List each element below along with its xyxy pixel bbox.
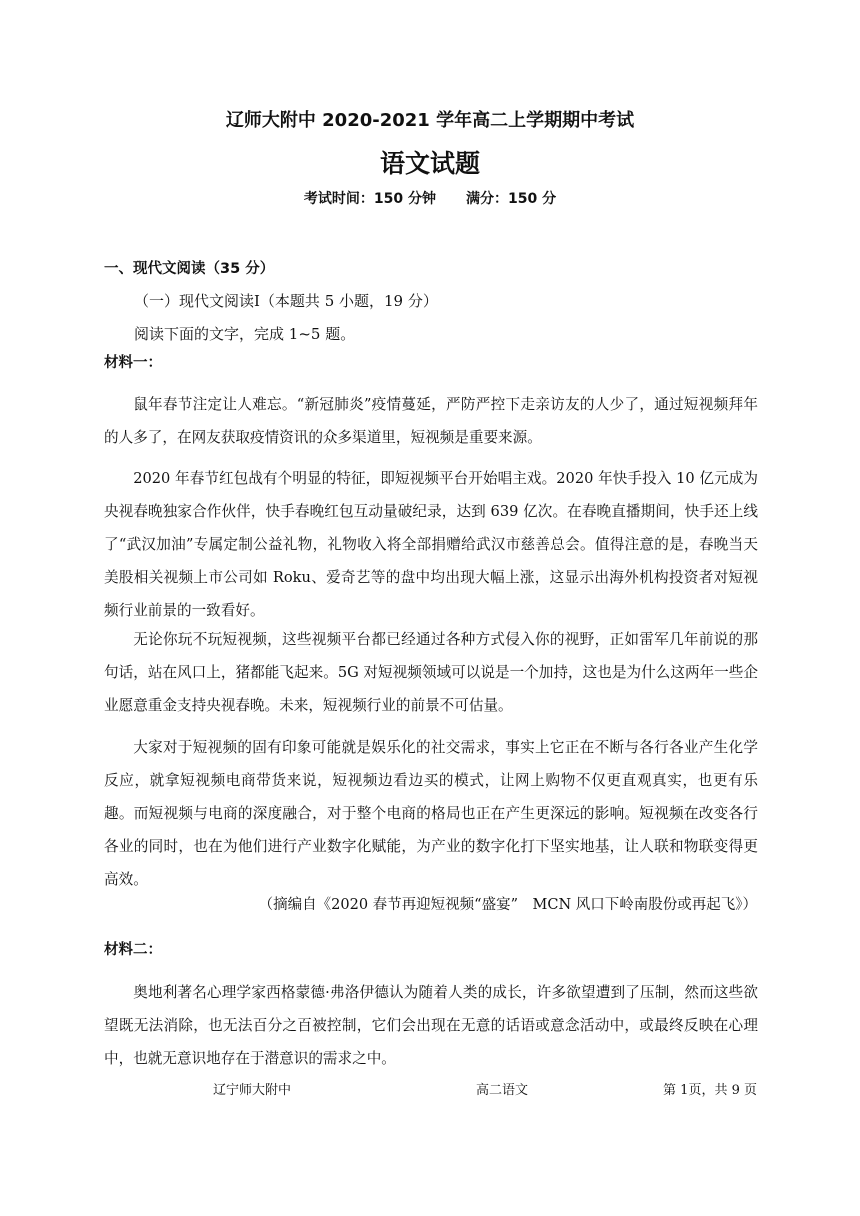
section-heading: 一、现代文阅读（35 分）: [104, 261, 275, 277]
material-one-paragraph-2: 2020 年春节红包战有个明显的特征，即短视频平台开始唱主戏。2020 年快手投入 10 亿元成为央视春晚独家合作伙伴，快手春晚红包互动量破纪录，达到 639 亿次。在春晚直播期间，快手还上线了“武汉加油”专属定制公益礼物，礼物收入将全部捐赠给武汉市慈善总会。值得注意的是，春晚当天美股相关视频上市公司如 Roku、爱奇艺等的盘中均出现大幅上涨，这显示出海外机构投资者对短视频行业前景的一致看好。: [104, 470, 758, 619]
exam-info: [0, 188, 860, 208]
footer-school: 辽宁师大附中: [213, 1083, 292, 1098]
section-subheading: （一）现代文阅读Ⅰ（本题共 5 小题，19 分）: [134, 292, 438, 310]
material-two-label: 材料二：: [104, 942, 162, 958]
exam-time: 考试时间：150 分钟: [303, 191, 436, 207]
material-one-source: （摘编自《2020 春节再迎短视频“盛宴” MCN 风口下岭南股份或再起飞》）: [258, 897, 757, 913]
material-one-paragraph-3: 无论你玩不玩短视频，这些视频平台都已经通过各种方式侵入你的视野，正如雷军几年前说的那句话，站在风口上，猪都能飞起来。5G 对短视频领域可以说是一个加持，这也是为什么这两年一些企业愿意重金支持央视春晚。未来，短视频行业的前景不可估量。: [104, 631, 758, 714]
exam-title: 辽师大附中 2020-2021 学年高二上学期期中考试: [225, 110, 635, 131]
material-one-paragraph-4: 大家对于短视频的固有印象可能就是娱乐化的社交需求，事实上它正在不断与各行各业产生化学反应，就拿短视频电商带货来说，短视频边看边买的模式，让网上购物不仅更直观真实，也更有乐趣。而短视频与电商的深度融合，对于整个电商的格局也正在产生更深远的影响。短视频在改变各行各业的同时，也在为他们进行产业数字化赋能，为产业的数字化打下坚实地基，让人联和物联变得更高效。: [104, 739, 758, 888]
exam-subject-title: 语文试题: [379, 149, 480, 178]
material-two-paragraph-1: 奥地利著名心理学家西格蒙德·弗洛伊德认为随着人类的成长，许多欲望遭到了压制，然而这些欲望既无法消除，也无法百分之百被控制，它们会出现在无意的话语或意念活动中，或最终反映在心理中，也就无意识地存在于潜意识的需求之中。: [104, 984, 758, 1067]
material-one-label: 材料一：: [104, 355, 162, 371]
reading-instruction: 阅读下面的文字，完成 1~5 题。: [134, 325, 356, 343]
footer-subject: 高二语文: [476, 1083, 529, 1098]
footer-page-number: 第 1页，共 9 页: [663, 1083, 757, 1098]
material-one-paragraph-1: 鼠年春节注定让人难忘。“新冠肺炎”疫情蔓延，严防严控下走亲访友的人少了，通过短视频拜年的人多了，在网友获取疫情资讯的众多渠道里，短视频是重要来源。: [104, 396, 758, 446]
full-score: 满分：150 分: [466, 191, 557, 207]
